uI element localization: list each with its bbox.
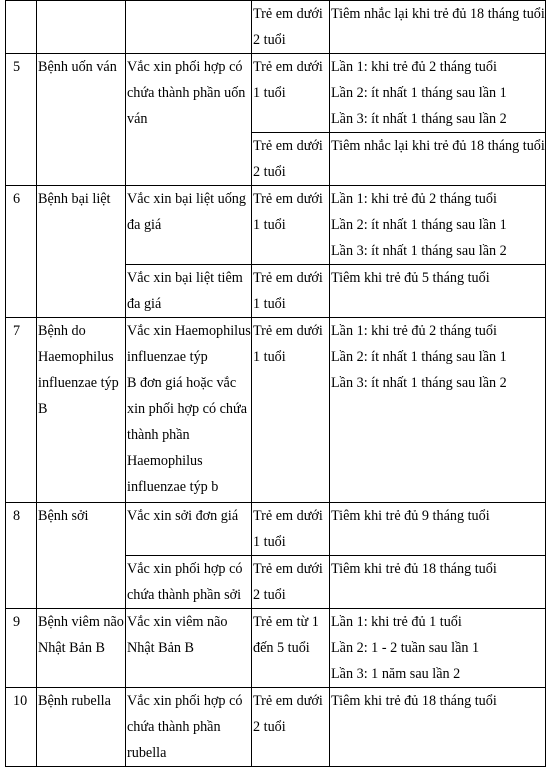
schedule-cell: Tiêm khi trẻ đủ 9 tháng tuổi [330, 503, 546, 556]
row-number-cell: 8 [6, 503, 37, 609]
schedule-cell: Lần 1: khi trẻ đủ 2 tháng tuổi Lần 2: ít nhất 1 tháng sau lần 1 Lần 3: ít nhất 1 tháng sau lần 2 [330, 318, 546, 503]
table-row [6, 609, 546, 688]
schedule-cell: Tiêm khi trẻ đủ 5 tháng tuổi [330, 265, 546, 318]
row-number-cell: 5 [6, 54, 37, 186]
row-number-cell: 10 [6, 688, 37, 767]
vaccine-cell: Vắc xin Haemophilus influenzae týp B đơn giá hoặc vắc xin phối hợp có chứa thành phần Haemophilus influenzae týp b [126, 318, 252, 503]
schedule-cell: Tiêm khi trẻ đủ 18 tháng tuổi [330, 688, 546, 767]
age-cell: Trẻ em dưới 2 tuổi [252, 1, 330, 54]
schedule-cell: Lần 1: khi trẻ đủ 2 tháng tuổi Lần 2: ít nhất 1 tháng sau lần 1 Lần 3: ít nhất 1 tháng sau lần 2 [330, 54, 546, 133]
row-number-cell: 9 [6, 609, 37, 688]
schedule-cell: Lần 1: khi trẻ đủ 2 tháng tuổi Lần 2: ít nhất 1 tháng sau lần 1 Lần 3: ít nhất 1 tháng sau lần 2 [330, 186, 546, 265]
age-cell: Trẻ em dưới 1 tuổi [252, 265, 330, 318]
age-cell: Trẻ em dưới 2 tuổi [252, 556, 330, 609]
vaccination-schedule-table [5, 0, 546, 767]
vaccine-cell: Vắc xin bại liệt uống đa giá [126, 186, 252, 265]
vaccine-cell: Vắc xin sởi đơn giá [126, 503, 252, 556]
disease-cell: Bệnh do Haemophilus influenzae týp B [37, 318, 126, 503]
age-cell: Trẻ em dưới 1 tuổi [252, 318, 330, 503]
age-cell: Trẻ em dưới 2 tuổi [252, 133, 330, 186]
disease-cell: Bệnh rubella [37, 688, 126, 767]
schedule-cell: Tiêm nhắc lại khi trẻ đủ 18 tháng tuổi [330, 1, 546, 54]
schedule-cell: Tiêm nhắc lại khi trẻ đủ 18 tháng tuổi [330, 133, 546, 186]
table-row [6, 1, 546, 54]
schedule-cell: Lần 1: khi trẻ đủ 1 tuổi Lần 2: 1 - 2 tuần sau lần 1 Lần 3: 1 năm sau lần 2 [330, 609, 546, 688]
age-cell: Trẻ em dưới 1 tuổi [252, 503, 330, 556]
vaccine-cell: Vắc xin phối hợp có chứa thành phần rubella [126, 688, 252, 767]
age-cell: Trẻ em dưới 1 tuổi [252, 186, 330, 265]
table-row [6, 503, 546, 556]
table-row [6, 186, 546, 265]
row-number-cell [6, 1, 37, 54]
vaccine-cell: Vắc xin bại liệt tiêm đa giá [126, 265, 252, 318]
row-number-cell: 6 [6, 186, 37, 318]
vaccine-cell: Vắc xin phối hợp có chứa thành phần uốn ván [126, 54, 252, 186]
table-row [6, 54, 546, 133]
disease-cell: Bệnh uốn ván [37, 54, 126, 186]
row-number-cell: 7 [6, 318, 37, 503]
table-row [6, 688, 546, 767]
vaccine-cell: Vắc xin phối hợp có chứa thành phần sởi [126, 556, 252, 609]
disease-cell: Bệnh sởi [37, 503, 126, 609]
schedule-cell: Tiêm khi trẻ đủ 18 tháng tuổi [330, 556, 546, 609]
age-cell: Trẻ em từ 1 đến 5 tuổi [252, 609, 330, 688]
disease-cell [37, 1, 126, 54]
disease-cell: Bệnh viêm não Nhật Bản B [37, 609, 126, 688]
table-row [6, 318, 546, 503]
vaccine-cell: Vắc xin viêm não Nhật Bản B [126, 609, 252, 688]
vaccine-cell [126, 1, 252, 54]
disease-cell: Bệnh bại liệt [37, 186, 126, 318]
age-cell: Trẻ em dưới 2 tuổi [252, 688, 330, 767]
age-cell: Trẻ em dưới 1 tuổi [252, 54, 330, 133]
